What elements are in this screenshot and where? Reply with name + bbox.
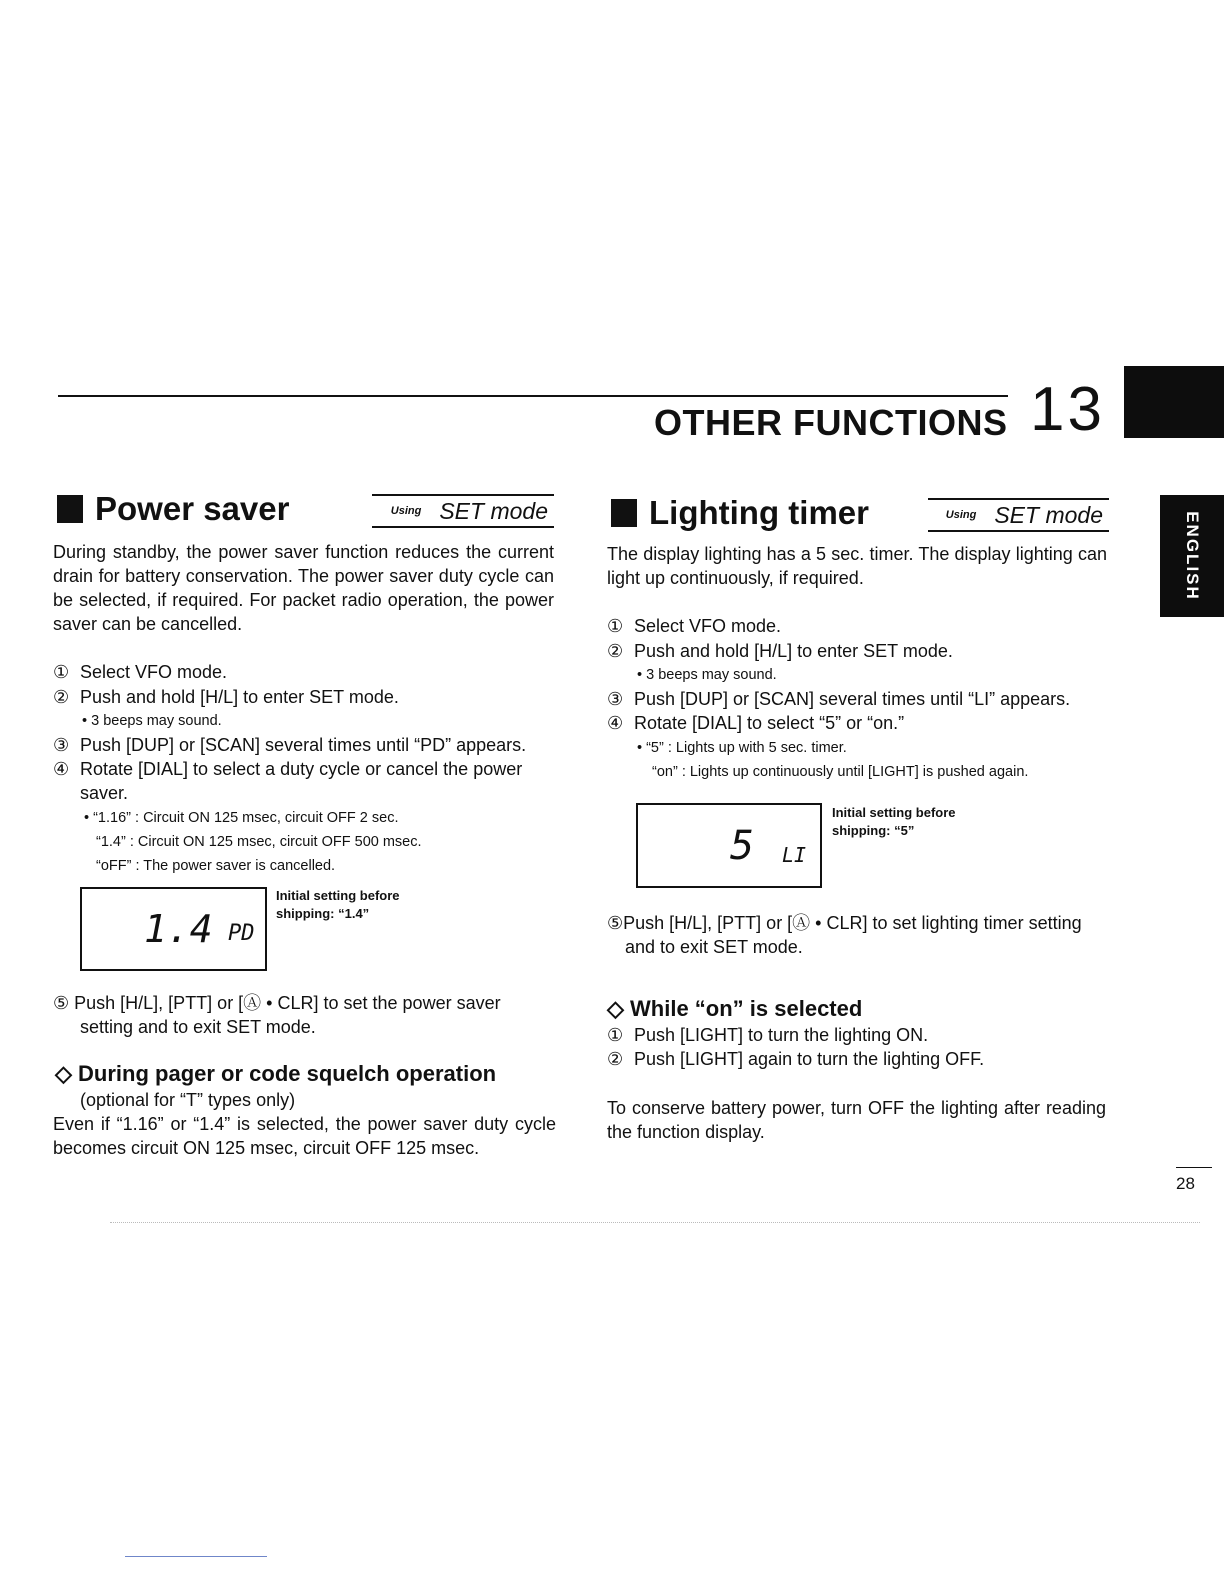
header-rule [58,395,1008,397]
lighting-timer-intro: The display lighting has a 5 sec. timer. The display lighting can light up continuously, if required. [607,544,1107,588]
lt-initial-note-1: Initial setting before [832,805,956,820]
lt-step-5: ⑤Push [H/L], [PTT] or [Ⓐ • CLR] to set lighting timer setting [607,913,1082,933]
lcd-value: 5 [730,823,755,869]
page-number: 28 [1176,1174,1195,1193]
lt-option-2: “on” : Lights up continuously until [LIGHT] is pushed again. [652,764,1029,780]
lt-step-3: ③ Push [DUP] or [SCAN] several times until “LI” appears. [607,689,1071,709]
ps-option-2: “1.4” : Circuit ON 125 msec, circuit OFF 500 msec. [96,834,422,850]
lighting-timer-lcd [636,803,822,888]
lighting-timer-heading: Lighting timer [611,494,869,532]
lighting-timer-using-set-mode: Using SET mode [928,498,1109,532]
while-on-step-2: ② Push [LIGHT] again to turn the lighting OFF. [607,1049,985,1069]
bottom-blue-line [125,1556,267,1557]
pager-squelch-optional: (optional for “T” types only) [80,1090,296,1110]
lt-step-1: ① Select VFO mode. [607,616,782,636]
lcd-label: PD [228,921,255,946]
ps-step-1: ① Select VFO mode. [53,662,228,682]
lt-step-2-note: • 3 beeps may sound. [637,667,777,683]
ps-initial-note-2: shipping: “1.4” [276,906,370,921]
scan-artifact-line [110,1222,1200,1223]
lt-option-1: • “5” : Lights up with 5 sec. timer. [637,740,847,756]
ps-step-2-note: • 3 beeps may sound. [82,713,222,729]
chapter-thumb-tab [1124,366,1224,438]
chapter-title: OTHER FUNCTIONS [654,402,1008,443]
while-on-heading: ◇ While “on” is selected [607,996,863,1021]
ps-step-3: ③ Push [DUP] or [SCAN] several times until “PD” appears. [53,735,527,755]
page-number-rule [1176,1167,1212,1168]
section-bullet-icon [57,495,83,523]
lcd-label: LI [782,843,807,867]
lt-initial-note-2: shipping: “5” [832,823,915,838]
chapter-number: 13 [1030,375,1105,444]
lt-step-5-cont: and to exit SET mode. [625,937,803,957]
pager-squelch-text: Even if “1.16” or “1.4” is selected, the power saver duty cycle becomes circuit ON 125 msec, circuit OFF 125 msec. [53,1114,556,1158]
power-saver-lcd [80,887,267,971]
ps-step-5-cont: setting and to exit SET mode. [80,1017,316,1037]
lt-step-2: ② Push and hold [H/L] to enter SET mode. [607,641,953,661]
language-tab-label: ENGLISH [1183,511,1202,601]
ps-step-4-cont: saver. [80,783,129,803]
while-on-step-1: ① Push [LIGHT] to turn the lighting ON. [607,1025,929,1045]
power-saver-using-set-mode: Using SET mode [372,494,554,528]
pager-squelch-heading: ◇ During pager or code squelch operation [55,1061,497,1086]
lighting-closing-text: To conserve battery power, turn OFF the lighting after reading the function display. [607,1098,1106,1142]
ps-step-2: ② Push and hold [H/L] to enter SET mode. [53,687,399,707]
ps-step-5: ⑤ Push [H/L], [PTT] or [Ⓐ • CLR] to set the power saver [53,993,501,1013]
section-bullet-icon [611,499,637,527]
ps-initial-note-1: Initial setting before [276,888,400,903]
lcd-value: 1.4 [144,907,213,951]
ps-option-1: • “1.16” : Circuit ON 125 msec, circuit OFF 2 sec. [84,810,399,826]
lt-step-4: ④ Rotate [DIAL] to select “5” or “on.” [607,713,905,733]
power-saver-intro: During standby, the power saver function reduces the current drain for battery conservation. The power saver duty cycle can be selected, if required. For packet radio operation, the power saver can be cancelled. [53,542,554,634]
ps-option-3: “oFF” : The power saver is cancelled. [96,858,336,874]
power-saver-heading: Power saver [57,490,289,528]
ps-step-4: ④ Rotate [DIAL] to select a duty cycle or cancel the power [53,759,523,779]
